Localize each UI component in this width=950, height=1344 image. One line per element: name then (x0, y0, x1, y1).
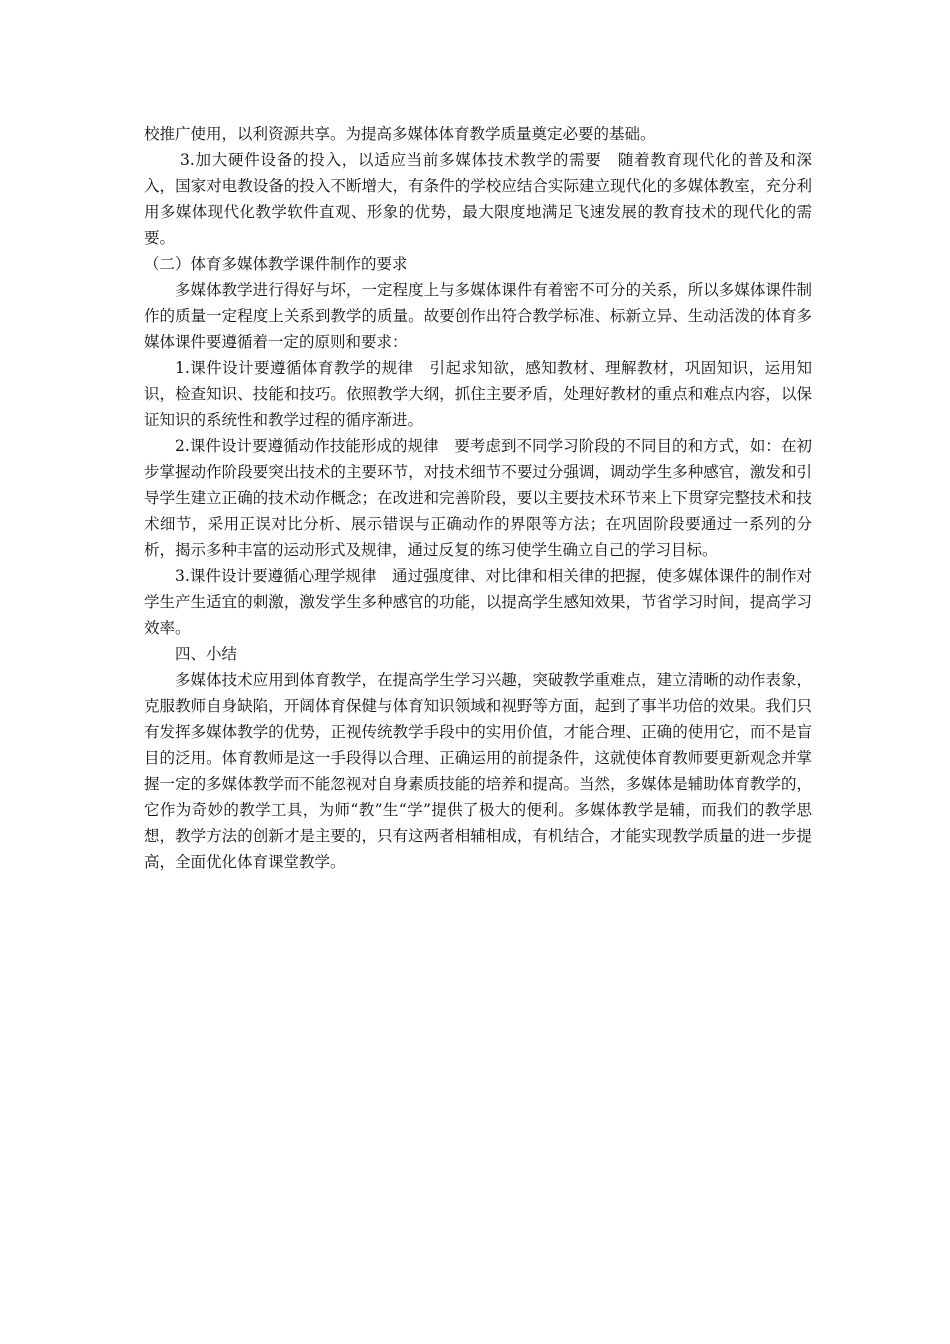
paragraph-summary: 多媒体技术应用到体育教学，在提高学生学习兴趣，突破教学重难点，建立清晰的动作表象，克服教师自身缺陷，开阔体育保健与体育知识领域和视野等方面，起到了事半功倍的效果。我们只有发挥多媒体教学的优势，正视传统教学手段中的实用价值，才能合理、正确的使用它，而不是盲目的泛用。体育教师是这一手段得以合理、正确运用的前提条件，这就使体育教师要更新观念并掌握一定的多媒体教学而不能忽视对自身素质技能的培养和提高。当然，多媒体是辅助体育教学的，它作为奇妙的教学工具，为师“教”生“学”提供了极大的便利。多媒体教学是辅，而我们的教学思想，教学方法的创新才是主要的，只有这两者相辅相成，有机结合，才能实现教学质量的进一步提高，全面优化体育课堂教学。 (144, 671, 812, 871)
section-heading-courseware-requirements: （二）体育多媒体教学课件制作的要求 (144, 255, 408, 273)
paragraph-rule-motor-skills: 2.课件设计要遵循动作技能形成的规律 要考虑到不同学习阶段的不同目的和方式，如：在初步掌握动作阶段要突出技术的主要环节，对技术细节不要过分强调，调动学生多种感官，激发和引导学生建立正确的技术动作概念；在改进和完善阶段，要以主要技术环节来上下贯穿完整技术和技术细节，采用正误对比分析、展示错误与正确动作的界限等方法；在巩固阶段要通过一系列的分析，揭示多种丰富的运动形式及规律，通过反复的练习使学生确立自己的学习目标。 (144, 437, 812, 559)
paragraph-continuation: 校推广使用，以利资源共享。为提高多媒体体育教学质量奠定必要的基础。 (144, 125, 656, 143)
document-body (144, 121, 812, 875)
paragraph-hardware-investment: 3.加大硬件设备的投入，以适应当前多媒体技术教学的需要 随着教育现代化的普及和深入，国家对电教设备的投入不断增大，有条件的学校应结合实际建立现代化的多媒体教室，充分利用多媒体现代化教学软件直观、形象的优势，最大限度地满足飞速发展的教育技术的现代化的需要。 (144, 151, 812, 247)
section-heading-summary: 四、小结 (175, 645, 238, 663)
paragraph-rule-psychology: 3.课件设计要遵循心理学规律 通过强度律、对比律和相关律的把握，使多媒体课件的制作对学生产生适宜的刺激，激发学生多种感官的功能，以提高学生感知效果，节省学习时间，提高学习效率。 (144, 567, 812, 637)
paragraph-rule-teaching: 1.课件设计要遵循体育教学的规律 引起求知欲，感知教材、理解教材，巩固知识，运用知识，检查知识、技能和技巧。依照教学大纲，抓住主要矛盾，处理好教材的重点和难点内容，以保证知识的系统性和教学过程的循序渐进。 (144, 359, 812, 429)
paragraph-courseware-intro: 多媒体教学进行得好与坏，一定程度上与多媒体课件有着密不可分的关系，所以多媒体课件制作的质量一定程度上关系到教学的质量。故要创作出符合教学标准、标新立异、生动活泼的体育多媒体课件要遵循着一定的原则和要求： (144, 281, 812, 351)
